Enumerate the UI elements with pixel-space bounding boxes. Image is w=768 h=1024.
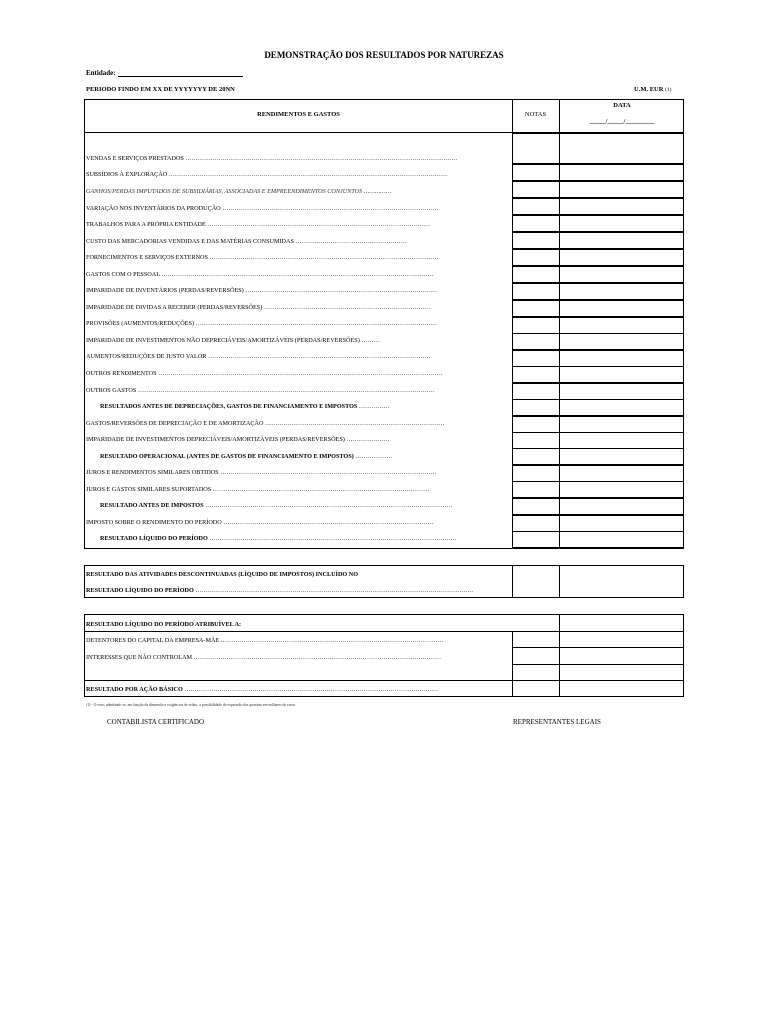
discontinued-col-divider-notes — [512, 565, 513, 598]
row-leader-dots: ……………………………………………………………………………………………… — [205, 221, 431, 228]
row-leader-dots: …………… — [362, 188, 392, 195]
row-label: GANHOS/PERDAS IMPUTADOS DE SUBSIDIÁRIAS, ASSOCIADAS E EMPREENDIMENTOS CONJUNTOS — [86, 188, 363, 195]
period-label: PERIODO FINDO EM XX DE YYYYYYY DE 20NN — [86, 86, 235, 93]
notes-cell[interactable] — [512, 232, 560, 249]
table-bottom-line — [84, 548, 684, 549]
statement-row — [86, 401, 511, 413]
row-label: IMPARIDADE DE INVESTIMENTOS DEPRECIÁVEIS/AMORTIZÁVEIS (PERDAS/REVERSÕES) — [86, 436, 345, 443]
unit-label — [634, 86, 671, 93]
notes-cell[interactable] — [512, 300, 560, 317]
statement-row — [86, 451, 511, 463]
row-leader-dots: …………………………………………………………………………………………………………………… — [159, 271, 434, 278]
statement-row — [86, 418, 511, 430]
statement-row — [86, 269, 511, 281]
attributable-minority: INTERESSES QUE NÃO CONTROLAM ………………………………………………………………………………………………………… — [86, 654, 442, 661]
row-leader-dots: ……………… — [353, 453, 393, 460]
row-leader-dots: ………………………………………………………………………………………………………… — [207, 535, 457, 542]
statement-row — [86, 533, 511, 545]
row-leader-dots: …………………………………………………………………………………………… — [211, 486, 430, 493]
signature-legal-reps: REPRESENTANTES LEGAIS — [513, 718, 601, 726]
statement-row — [86, 252, 511, 264]
statement-row — [86, 467, 511, 479]
attributable-heading: RESULTADO LÍQUIDO DO PERÍODO ATRIBUÍVEL A: — [86, 621, 242, 628]
notes-cell[interactable] — [512, 399, 560, 416]
value-cell[interactable] — [559, 232, 684, 249]
notes-cell[interactable] — [512, 366, 560, 383]
discontinued-line-1: RESULTADO DAS ATIVIDADES DESCONTINUADAS (LÍQUIDO DE IMPOSTOS) INCLUÍDO NO — [86, 571, 359, 578]
row-label: OUTROS GASTOS — [86, 387, 137, 394]
row-leader-dots: ……………………………………………………………………………………………… — [206, 353, 431, 360]
row-label: IMPARIDADE DE INVENTÁRIOS (PERDAS/REVERSÕES) — [86, 287, 244, 294]
entity-label: Entidade: — [86, 69, 116, 77]
attributable-cell-divider-2 — [512, 664, 684, 665]
statement-row — [86, 500, 511, 512]
attributable-holders: DETENTORES DO CAPITAL DA EMPRESA-MÃE ……………………………………………………………………………………………… — [86, 637, 444, 644]
row-leader-dots: ……………………………………………………………………………………………………………………… — [167, 171, 448, 178]
notes-cell[interactable] — [512, 333, 560, 350]
value-cell[interactable] — [559, 198, 684, 215]
notes-cell[interactable] — [512, 350, 560, 367]
notes-cell[interactable] — [512, 181, 560, 198]
row-leader-dots: ……………………………………………… — [293, 238, 407, 245]
statement-row — [86, 318, 511, 330]
statement-row — [86, 517, 511, 529]
row-leader-dots: ………………… — [344, 436, 390, 443]
statement-row — [86, 484, 511, 496]
row-label: IMPARIDADE DE INVESTIMENTOS NÃO DEPRECIÁVEIS/AMORTIZÁVEIS (PERDAS/REVERSÕES) — [86, 337, 360, 344]
notes-cell[interactable] — [512, 448, 560, 465]
row-label: JUROS E RENDIMENTOS SIMILARES OBTIDOS — [86, 469, 219, 476]
notes-cell[interactable] — [512, 198, 560, 215]
statement-row — [86, 169, 511, 181]
notes-cell[interactable] — [512, 515, 560, 532]
notes-cell[interactable] — [512, 266, 560, 283]
row-label: CUSTO DAS MERCADORIAS VENDIDAS E DAS MATÉRIAS CONSUMIDAS — [86, 238, 294, 245]
attributable-eps-divider — [84, 680, 684, 681]
discontinued-col-divider-data — [559, 565, 560, 598]
row-label: IMPOSTO SOBRE O RENDIMENTO DO PERÍODO — [86, 519, 222, 526]
statement-row — [86, 186, 511, 198]
row-leader-dots: ……………………………………………………………………… — [262, 304, 431, 311]
unit-text: U.M. EUR — [634, 86, 664, 93]
notes-cell[interactable] — [512, 465, 560, 482]
statement-row — [86, 335, 511, 347]
value-cell[interactable] — [559, 366, 684, 383]
value-cell[interactable] — [559, 215, 684, 232]
header-date-placeholder[interactable]: _____/_____/_________ — [589, 118, 655, 125]
value-cell[interactable] — [559, 399, 684, 416]
entity-blank-line[interactable] — [118, 69, 243, 77]
notes-cell[interactable] — [512, 531, 560, 548]
notes-cell[interactable] — [512, 498, 560, 515]
statement-row — [86, 153, 511, 165]
statement-row — [86, 302, 511, 314]
row-label: VENDAS E SERVIÇOS PRESTADOS — [86, 155, 184, 162]
attributable-cell-divider-1 — [512, 647, 684, 648]
row-label: GASTOS/REVERSÕES DE DEPRECIAÇÃO E DE AMORTIZAÇÃO — [86, 420, 264, 427]
notes-cell[interactable] — [512, 283, 560, 300]
row-label: GASTOS COM O PESSOAL — [86, 271, 160, 278]
header-rendimentos-gastos: RENDIMENTOS E GASTOS — [257, 111, 340, 118]
unit-footnote-ref: (1) — [665, 87, 672, 93]
notes-cell[interactable] — [512, 215, 560, 232]
value-cell[interactable] — [559, 515, 684, 532]
row-label: FORNECIMENTOS E SERVIÇOS EXTERNOS — [86, 254, 208, 261]
header-data: DATA — [613, 102, 631, 109]
value-cell[interactable] — [559, 249, 684, 266]
row-leader-dots: ………………………………………………………………………………………………………………………… — [156, 370, 443, 377]
value-cell[interactable] — [559, 432, 684, 449]
signature-accountant: CONTABILISTA CERTIFICADO — [107, 718, 205, 726]
row-label: RESULTADO ANTES DE IMPOSTOS — [100, 502, 204, 509]
statement-row — [86, 236, 511, 248]
value-cell[interactable] — [559, 181, 684, 198]
discontinued-line-2: RESULTADO LÍQUIDO DO PERÍODO ……………………………………………………………………………………………………………………… — [86, 587, 474, 594]
value-cell[interactable] — [559, 317, 684, 334]
value-cell[interactable] — [559, 283, 684, 300]
value-cell[interactable] — [559, 531, 684, 548]
statement-row — [86, 434, 511, 446]
row-label: IMPARIDADE DE DIVIDAS A RECEBER (PERDAS/REVERSÕES) — [86, 304, 263, 311]
row-label: SUBSÍDIOS À EXPLORAÇÃO — [86, 171, 168, 178]
value-cell[interactable] — [559, 164, 684, 181]
value-cell[interactable] — [559, 133, 684, 164]
statement-row — [86, 368, 511, 380]
statement-row — [86, 351, 511, 363]
row-label: VARIAÇÃO NOS INVENTÁRIOS DA PRODUÇÃO — [86, 205, 221, 212]
row-leader-dots: ……………………………………………………………………………………………………………………………… — [136, 387, 435, 394]
value-cell[interactable] — [559, 448, 684, 465]
row-label: TRABALHOS PARA A PRÓPRIA ENTIDADE — [86, 221, 206, 228]
row-leader-dots: …………………………………………………………………………… — [263, 420, 445, 427]
value-cell[interactable] — [559, 481, 684, 498]
row-leader-dots: …………………………………………………………………………………………………………………… — [183, 155, 458, 162]
row-leader-dots: ………………………………………………………………………………………………… — [207, 254, 439, 261]
row-leader-dots: …………… — [357, 403, 390, 410]
value-cell[interactable] — [559, 383, 684, 400]
value-cell[interactable] — [559, 333, 684, 350]
attributable-heading-divider — [84, 631, 684, 632]
row-leader-dots: …………………………………………………………………………………………… — [220, 205, 439, 212]
value-cell[interactable] — [559, 465, 684, 482]
notes-cell[interactable] — [512, 481, 560, 498]
header-notas: NOTAS — [524, 111, 547, 118]
row-leader-dots: ……… — [359, 337, 380, 344]
notes-cell[interactable] — [512, 432, 560, 449]
attributable-eps: RESULTADO POR AÇÃO BÁSICO …………………………………………………………………………………………………………… — [86, 686, 439, 693]
footnote: (1) - O euro, admitindo-se, em função da dimensão e exigências de relato, a possibilidade de expressão das quantias em milhares de euros — [86, 703, 296, 707]
row-leader-dots: ……………………………………………………………………………………………………… — [194, 320, 437, 327]
row-label: RESULTADO LÍQUIDO DO PERÍODO — [100, 535, 208, 542]
notes-cell[interactable] — [512, 416, 560, 433]
notes-cell[interactable] — [512, 249, 560, 266]
value-cell[interactable] — [559, 416, 684, 433]
document-title: DEMONSTRAÇÃO DOS RESULTADOS POR NATUREZAS — [264, 50, 504, 60]
value-cell[interactable] — [559, 498, 684, 515]
statement-row — [86, 385, 511, 397]
statement-row — [86, 285, 511, 297]
row-leader-dots: ………………………………………………………………………………………………………… — [203, 502, 453, 509]
value-cell[interactable] — [559, 300, 684, 317]
notes-cell[interactable] — [512, 317, 560, 334]
value-cell[interactable] — [559, 266, 684, 283]
notes-cell[interactable] — [512, 133, 560, 164]
row-label: JUROS E GASTOS SIMILARES SUPORTADOS — [86, 486, 212, 493]
row-label: RESULTADOS ANTES DE DEPRECIAÇÕES, GASTOS DE FINANCIAMENTO E IMPOSTOS — [100, 403, 358, 410]
notes-cell[interactable] — [512, 164, 560, 181]
row-label: OUTROS RENDIMENTOS — [86, 370, 157, 377]
entity-field — [86, 69, 243, 77]
statement-row — [86, 203, 511, 215]
notes-cell[interactable] — [512, 383, 560, 400]
row-leader-dots: ………………………………………………………………………………… — [243, 287, 438, 294]
row-label: RESULTADO OPERACIONAL (ANTES DE GASTOS DE FINANCIAMENTO E IMPOSTOS) — [100, 453, 354, 460]
value-cell[interactable] — [559, 350, 684, 367]
row-leader-dots: …………………………………………………………………………………………… — [218, 469, 437, 476]
row-leader-dots: ………………………………………………………………………………………… — [221, 519, 434, 526]
attributable-col-divider-data — [559, 614, 560, 697]
row-label: PROVISÕES (AUMENTOS/REDUÇÕES) — [86, 320, 195, 327]
row-label: AUMENTOS/REDUÇÕES DE JUSTO VALOR — [86, 353, 207, 360]
statement-row — [86, 219, 511, 231]
